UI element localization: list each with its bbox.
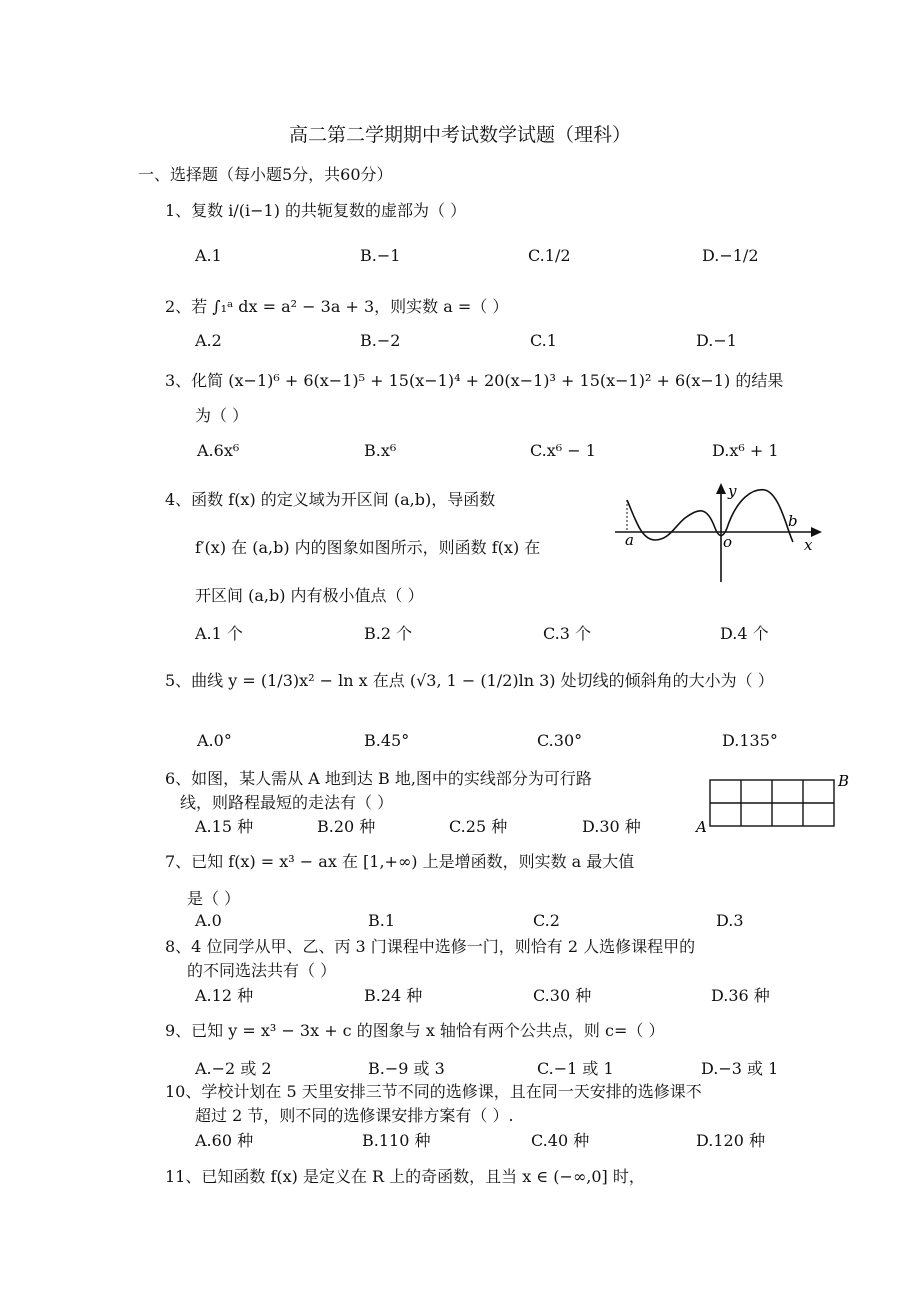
q4-option-b: B.2 个 bbox=[364, 624, 413, 643]
question-7-stem: 7、已知 f(x) = x³ − ax 在 [1,+∞) 上是增函数，则实数 a 最大值 bbox=[165, 852, 635, 871]
q2-option-d: D.−1 bbox=[696, 331, 737, 350]
point-b-label: b bbox=[788, 512, 798, 530]
q4-option-d: D.4 个 bbox=[720, 624, 769, 643]
q1-option-c: C.1/2 bbox=[528, 246, 571, 265]
q8-option-a: A.12 种 bbox=[195, 986, 254, 1005]
q4-option-c: C.3 个 bbox=[543, 624, 592, 643]
q9-option-c: C.−1 或 1 bbox=[537, 1059, 614, 1078]
question-1-stem: 1、复数 i/(i−1) 的共轭复数的虚部为（ ） bbox=[165, 201, 467, 220]
question-3-stem: 3、化简 (x−1)⁶ + 6(x−1)⁵ + 15(x−1)⁴ + 20(x−1)³ + 15(x−1)² + 6(x−1) 的结果 bbox=[165, 371, 784, 390]
q6-option-a: A.15 种 bbox=[195, 817, 254, 836]
question-4-stem: 4、函数 f(x) 的定义域为开区间 (a,b)，导函数 bbox=[165, 490, 496, 509]
question-3-stem-cont: 为（ ） bbox=[195, 406, 249, 425]
question-11-stem: 11、已知函数 f(x) 是定义在 R 上的奇函数，且当 x ∈ (−∞,0] 时， bbox=[165, 1167, 645, 1186]
q1-option-b: B.−1 bbox=[360, 246, 401, 265]
q3-option-a: A.6x⁶ bbox=[197, 441, 240, 460]
q4-option-a: A.1 个 bbox=[195, 624, 243, 643]
question-4-stem-cont2: 开区间 (a,b) 内有极小值点（ ） bbox=[195, 586, 424, 605]
q7-option-c: C.2 bbox=[533, 911, 560, 930]
q5-option-a: A.0° bbox=[197, 731, 232, 750]
question-10-stem-cont: 超过 2 节，则不同的选修课安排方案有（ ）. bbox=[195, 1106, 514, 1125]
page-title: 高二第二学期期中考试数学试题（理科） bbox=[288, 124, 631, 146]
q9-option-d: D.−3 或 1 bbox=[701, 1059, 779, 1078]
grid-point-b-label: B bbox=[838, 772, 850, 790]
q6-option-d: D.30 种 bbox=[582, 817, 641, 836]
q9-option-b: B.−9 或 3 bbox=[368, 1059, 445, 1078]
q2-option-b: B.−2 bbox=[360, 331, 401, 350]
q3-option-c: C.x⁶ − 1 bbox=[530, 441, 596, 460]
q10-option-c: C.40 种 bbox=[531, 1131, 590, 1150]
q8-option-c: C.30 种 bbox=[533, 986, 592, 1005]
section-heading: 一、选择题（每小题5分，共60分） bbox=[138, 165, 393, 184]
x-axis-arrow-icon bbox=[811, 527, 822, 537]
q7-option-d: D.3 bbox=[716, 911, 744, 930]
q8-option-d: D.36 种 bbox=[711, 986, 770, 1005]
q1-option-d: D.−1/2 bbox=[702, 246, 759, 265]
q10-option-a: A.60 种 bbox=[195, 1131, 254, 1150]
x-axis-label: x bbox=[804, 536, 813, 554]
q1-option-a: A.1 bbox=[195, 246, 222, 265]
grid-point-a-label: A bbox=[696, 818, 707, 834]
grid-route-figure bbox=[690, 768, 858, 834]
question-10-stem: 10、学校计划在 5 天里安排三节不同的选修课，且在同一天安排的选修课不 bbox=[165, 1082, 702, 1101]
question-8-stem: 8、4 位同学从甲、乙、丙 3 门课程中选修一门，则恰有 2 人选修课程甲的 bbox=[165, 937, 696, 956]
q2-option-a: A.2 bbox=[195, 331, 222, 350]
question-5-stem: 5、曲线 y = (1/3)x² − ln x 在点 (√3, 1 − (1/2)ln 3) 处切线的倾斜角的大小为（ ） bbox=[165, 671, 774, 690]
y-axis-label: y bbox=[728, 482, 737, 500]
derivative-graph-figure bbox=[615, 478, 830, 586]
q3-option-d: D.x⁶ + 1 bbox=[712, 441, 779, 460]
question-9-stem: 9、已知 y = x³ − 3x + c 的图象与 x 轴恰有两个公共点，则 c=（ ） bbox=[165, 1021, 665, 1040]
question-2-stem: 2、若 ∫₁ᵃ dx = a² − 3a + 3，则实数 a =（ ） bbox=[165, 297, 509, 316]
q7-option-b: B.1 bbox=[368, 911, 396, 930]
q10-option-b: B.110 种 bbox=[362, 1131, 431, 1150]
q8-option-b: B.24 种 bbox=[364, 986, 423, 1005]
q6-option-b: B.20 种 bbox=[317, 817, 376, 836]
q2-option-c: C.1 bbox=[530, 331, 557, 350]
point-a-label: a bbox=[625, 531, 634, 549]
q7-option-a: A.0 bbox=[195, 911, 222, 930]
q6-option-c: C.25 种 bbox=[449, 817, 508, 836]
q5-option-d: D.135° bbox=[722, 731, 778, 750]
q10-option-d: D.120 种 bbox=[696, 1131, 765, 1150]
question-6-stem-cont: 线，则路程最短的走法有（ ） bbox=[180, 793, 394, 812]
q3-option-b: B.x⁶ bbox=[364, 441, 397, 460]
q5-option-b: B.45° bbox=[364, 731, 410, 750]
origin-label: o bbox=[723, 533, 733, 551]
question-4-stem-cont: f′(x) 在 (a,b) 内的图象如图所示，则函数 f(x) 在 bbox=[195, 538, 541, 557]
y-axis-arrow-icon bbox=[716, 483, 726, 494]
question-7-stem-cont: 是（ ） bbox=[187, 889, 241, 908]
q9-option-a: A.−2 或 2 bbox=[195, 1059, 272, 1078]
q5-option-c: C.30° bbox=[537, 731, 583, 750]
question-8-stem-cont: 的不同选法共有（ ） bbox=[187, 961, 337, 980]
derivative-curve bbox=[627, 490, 793, 542]
question-6-stem: 6、如图，某人需从 A 地到达 B 地,图中的实线部分为可行路 bbox=[165, 769, 592, 788]
